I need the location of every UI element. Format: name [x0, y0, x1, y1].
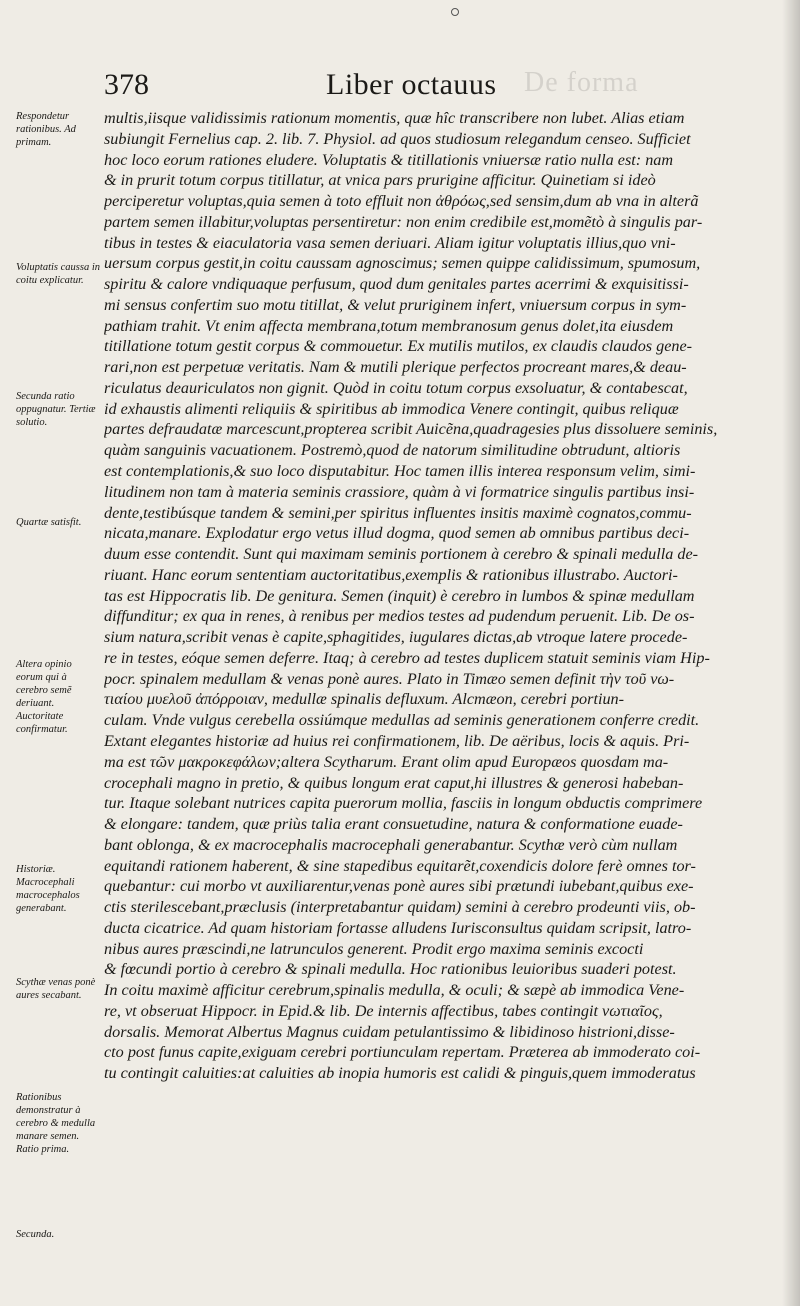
body-text [104, 108, 768, 1084]
text-line: subiungit Fernelius cap. 2. lib. 7. Physiol. ad quos studiosum relegandum censeo. Sufficiet [104, 129, 691, 148]
text-line: bant oblonga, & ex macrocephalis macrocephali generabantur. Scythæ verò cùm nullam [104, 835, 678, 854]
text-line: quàm sanguinis vacuationem. Postremò,quod de natorum similitudine obtrudunt, altioris [104, 441, 681, 460]
text-line: spiritu & calore vndiquaque perfusum, quod dum genitales partes acerrimi & exquisitissi- [104, 275, 689, 294]
text-line: litudinem non tam à materia seminis crassiore, quàm à vi formatrice singulis partibus insi- [104, 482, 695, 501]
text-line: quebantur: cui morbo vt auxiliarentur,venas ponè aures sibi prætundi iubebant,quibus exe- [104, 877, 694, 896]
text-line: multis,iisque validissimis rationum momentis, quæ hîc transcribere non lubet. Alias etiam [104, 109, 685, 127]
marginal-note: Secunda ratio oppugnatur. Tertiæ solutio. [16, 391, 96, 428]
text-line: duum esse contendit. Sunt qui maximam seminis portionem à cerebro & spinali medulla de- [104, 545, 699, 564]
text-line: re in testes, eóque semen deferre. Itaq; à cerebro ad testes duplicem statuit seminis viam Hip- [104, 648, 710, 667]
ring-mark [451, 8, 459, 16]
text-line: τιαίου μυελοῦ ἀπόρροιαν, medullæ spinalis defluxum. Alcmæon, cerebri portiun- [104, 690, 625, 709]
text-line: re, vt obseruat Hippocr. in Epid.& lib. De internis affectibus, tabes contingit νωτιαῖος, [104, 1001, 663, 1020]
text-line: & elongare: tandem, quæ priùs talia erant consuetudine, natura & conformatione euade- [104, 815, 683, 834]
text-line: crocephali magno in pretio, & quibus longum erat caput,hi illustres & generosi habeban- [104, 773, 684, 792]
page-number: 378 [104, 68, 149, 101]
text-line: riculatus deauriculatos non gignit. Quòd in coitu totum corpus exsoluatur, & contabescat, [104, 378, 688, 397]
marginal-note: Quartæ satisfit. [16, 517, 82, 528]
text-line: pathiam trahit. Vt enim affecta membrana,totum membranosum genus dolet,ita eiusdem [104, 316, 674, 335]
text-line: id exhaustis alimenti reliquiis & spiritibus ab immodica Venere contingit, quibus reliquæ [104, 399, 679, 418]
text-line: nicata,manare. Explodatur ergo vetus illud dogma, quod semen ab omnibus partibus deci- [104, 524, 690, 543]
text-line: Extant elegantes historiæ ad huius rei confirmationem, lib. De aëribus, locis & aquis. Pri- [104, 731, 690, 750]
text-line: partes defraudatæ marcescunt,propterea scribit Auicẽna,quadragesies plus dissoluere seminis, [104, 420, 718, 439]
text-line: est contemplationis,& suo loco disputabitur. Hoc tamen illis interea responsum velim, simi- [104, 462, 696, 481]
text-line: ducta cicatrice. Ad quam historiam fortasse alludens Iurisconsultus quidam scripsit, latro- [104, 918, 692, 937]
text-line: ma est τῶν μακροκεφάλων;altera Scytharum. Erant olim apud Europæos quosdam ma- [104, 752, 669, 771]
text-line: tibus in testes & eiaculatoria vasa semen deriuari. Aliam igitur voluptatis illius,quo vni- [104, 233, 676, 252]
text-line: nibus aures præscindi,ne latrunculos generent. Prodit ergo maxima seminis excocti [104, 939, 644, 958]
text-line: dente,testibúsque tandem & semini,per spiritus influentes insitis maximè cognatos,commu- [104, 503, 692, 522]
text-line: uersum corpus gestit,in coitu caussam agnoscimus; semen quippe calidissimum, spumosum, [104, 254, 701, 273]
text-line: & in prurit totum corpus titillatur, at vnica pars prurigine afficitur. Quinetiam si ideò [104, 171, 656, 190]
gutter-shadow [782, 0, 800, 1306]
text-line: tas est Hippocratis lib. De genitura. Semen (inquit) è cerebro in lumbos & spinæ medullam [104, 586, 695, 605]
bleed-through-text: De forma [524, 67, 639, 98]
text-line: diffunditur; ex qua in renes, à renibus per medios testes ad pudendum peruenit. Lib. De os- [104, 607, 695, 626]
text-line: hoc loco eorum rationes eludere. Voluptatis & titillationis vniuersæ ratio nulla est: nam [104, 150, 674, 169]
text-line: tu contingit caluities:at caluities ab inopia humoris est calidi & pinguis,quem immoderatus [104, 1064, 696, 1083]
text-line: culam. Vnde vulgus cerebella ossiúmque medullas ad seminis generationem conferre credit. [104, 711, 700, 730]
text-line: ctis sterilescebant,præclusis (interpretabantur quidam) semini à cerebro prodeunti viis, ob- [104, 898, 696, 917]
text-line: In coitu maximè afficitur cerebrum,spinalis medulla, & oculi; & sæpè ab immodica Vene- [104, 981, 685, 1000]
marginal-note: Altera opinio eorum qui à cerebro semẽ deriuant. Auctoritate confirmatur. [16, 659, 72, 735]
marginal-note: Voluptatis caussa in coitu explicatur. [16, 262, 101, 286]
text-line: sium natura,scribit venas è capite,sphagitides, iugulares dictas,ab vtroque latere procede- [104, 628, 688, 647]
text-line: riuant. Hanc eorum sententiam auctoritatibus,exemplis & rationibus illustrabo. Auctori- [104, 565, 678, 584]
page-header [104, 66, 744, 106]
marginal-note: Scythæ venas ponè aures secabant. [16, 977, 96, 1001]
marginal-notes [16, 108, 100, 1278]
text-line: perciperetur voluptas,quia semen à toto effluit non ἀθρόως,sed sensim,dum ab vna in alterã [104, 192, 699, 211]
marginal-note: Rationibus demonstratur à cerebro & medulla manare semen. Ratio prima. [16, 1092, 96, 1155]
marginal-note: Secunda. [16, 1229, 55, 1240]
text-line: titillatione totum gestit corpus & commouetur. Ex mutilis mutilos, ex claudis claudos gene- [104, 337, 693, 356]
text-line: tur. Itaque solebant nutrices capita puerorum mollia, fasciis in longum obductis comprimere [104, 794, 703, 813]
text-line: pocr. spinalem medullam & venas ponè aures. Plato in Timæo semen definit τὴν τοῦ νω- [104, 669, 675, 688]
text-line: rari,non est perpetuæ veritatis. Nam & mutili plerique perfectos procreant mares,& deau- [104, 358, 687, 377]
text-line: & fœcundi portio à cerebro & spinali medulla. Hoc rationibus leuioribus suaderi potest. [104, 960, 677, 979]
marginal-note: Historiæ. Macrocephali macrocephalos generabant. [16, 864, 80, 914]
text-line: equitandi rationem haberent, & sine stapedibus equitarẽt,coxendicis dolore ferè omnes tor- [104, 856, 696, 875]
running-title: Liber octauus [326, 68, 497, 101]
text-line: mi sensus confertim suo motu titillat, & velut pruriginem infert, vniuersum corpus in sym- [104, 295, 687, 314]
text-line: partem semen illabitur,voluptas persentiretur: non enim credibile est,momẽtò à singulis par- [104, 212, 703, 231]
marginal-note: Respondetur rationibus. Ad primam. [16, 111, 76, 148]
text-line: dorsalis. Memorat Albertus Magnus cuidam petulantissimo & libidinoso histrioni,disse- [104, 1022, 675, 1041]
text-line: cto post funus capite,exiguam cerebri portiunculam repertam. Præterea ab immoderato coi- [104, 1043, 701, 1062]
